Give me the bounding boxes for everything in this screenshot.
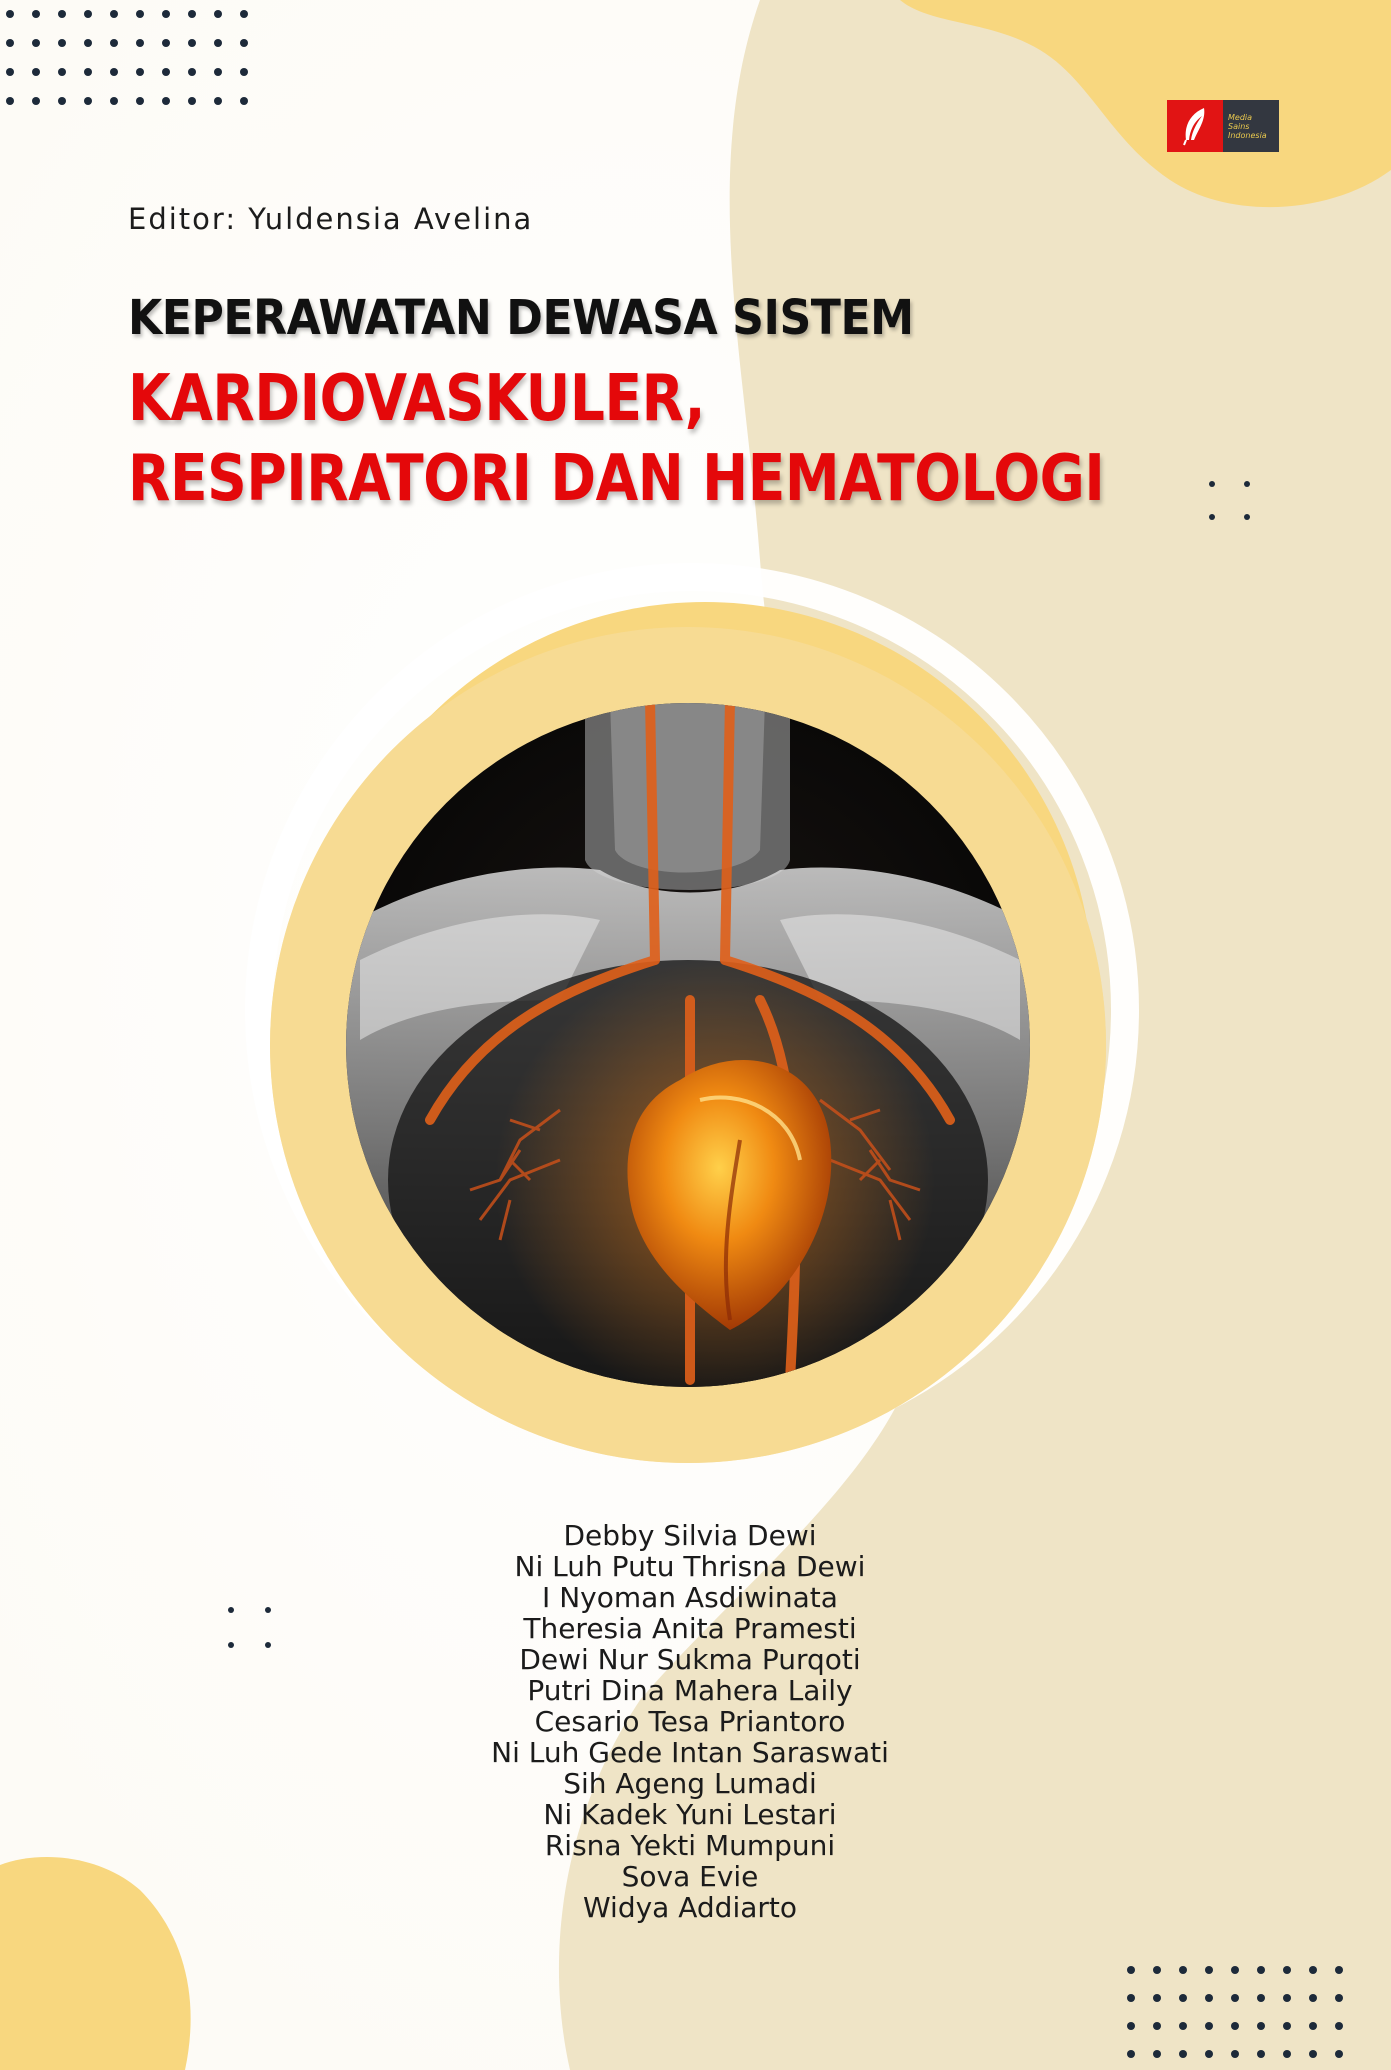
decorative-dot	[1179, 2022, 1187, 2030]
decorative-dot	[110, 10, 118, 18]
decorative-dot	[110, 68, 118, 76]
decorative-dot	[162, 68, 170, 76]
book-title-line-3: RESPIRATORI DAN HEMATOLOGI	[128, 442, 1105, 516]
publisher-name: Media Sains Indonesia	[1228, 112, 1267, 140]
decorative-dot	[32, 39, 40, 47]
decorative-dot	[6, 97, 14, 105]
decorative-dot	[136, 97, 144, 105]
author-name: Theresia Anita Pramesti	[523, 1612, 857, 1645]
decorative-dot	[1283, 2022, 1291, 2030]
decorative-dot	[136, 10, 144, 18]
decorative-dot	[6, 68, 14, 76]
decorative-dot	[1179, 1994, 1187, 2002]
decorative-dot	[1335, 2022, 1343, 2030]
decorative-dot	[136, 39, 144, 47]
decorative-dot	[32, 97, 40, 105]
decorative-dot	[6, 10, 14, 18]
author-list	[420, 1520, 960, 1923]
author-name: Debby Silvia Dewi	[563, 1519, 817, 1552]
author-name: Sih Ageng Lumadi	[563, 1767, 817, 1800]
decorative-dot	[1179, 2050, 1187, 2058]
decorative-dot	[58, 39, 66, 47]
decorative-dot	[1309, 2050, 1317, 2058]
decorative-dot	[1205, 2050, 1213, 2058]
decorative-dot	[1205, 2022, 1213, 2030]
decorative-dot	[1127, 1994, 1135, 2002]
author-name: I Nyoman Asdiwinata	[542, 1581, 838, 1614]
decorative-dot	[162, 10, 170, 18]
decorative-dot	[1179, 1966, 1187, 1974]
decorative-dot	[1205, 1994, 1213, 2002]
decorative-dot	[240, 39, 248, 47]
decorative-dot	[110, 39, 118, 47]
decorative-dot	[1231, 1994, 1239, 2002]
decorative-dot	[32, 10, 40, 18]
decorative-dot	[1127, 2022, 1135, 2030]
decorative-dot	[1335, 1994, 1343, 2002]
decorative-dot	[240, 97, 248, 105]
decorative-dot	[84, 10, 92, 18]
decorative-dot	[1309, 2022, 1317, 2030]
decorative-dot	[1153, 2050, 1161, 2058]
decorative-dot	[1309, 1994, 1317, 2002]
author-name: Sova Evie	[621, 1860, 759, 1893]
decorative-dot	[188, 97, 196, 105]
decorative-dot	[1335, 1966, 1343, 1974]
decorative-dot	[84, 39, 92, 47]
decorative-dot	[1257, 1994, 1265, 2002]
decorative-dot	[6, 39, 14, 47]
decorative-dot	[58, 97, 66, 105]
decorative-dot	[84, 97, 92, 105]
feather-pen-icon	[1167, 100, 1223, 152]
decorative-dot	[1231, 1966, 1239, 1974]
author-name: Ni Kadek Yuni Lestari	[543, 1798, 837, 1831]
author-name: Ni Luh Gede Intan Saraswati	[491, 1736, 889, 1769]
author-name: Risna Yekti Mumpuni	[544, 1829, 836, 1862]
decorative-dot	[1127, 1966, 1135, 1974]
decorative-dot	[162, 39, 170, 47]
publisher-logo	[1167, 100, 1279, 152]
decorative-dot	[1153, 2022, 1161, 2030]
author-name: Ni Luh Putu Thrisna Dewi	[514, 1550, 866, 1583]
book-title-line-2: KARDIOVASKULER,	[128, 362, 706, 436]
decorative-dot	[1335, 2050, 1343, 2058]
book-title-line-1: KEPERAWATAN DEWASA SISTEM	[128, 290, 914, 346]
author-name: Widya Addiarto	[582, 1891, 798, 1924]
decorative-dot	[1257, 2022, 1265, 2030]
decorative-dot	[214, 68, 222, 76]
decorative-dot	[1257, 1966, 1265, 1974]
decorative-dot	[214, 97, 222, 105]
decorative-dot	[240, 10, 248, 18]
decorative-dot	[1283, 1994, 1291, 2002]
decorative-dot	[240, 68, 248, 76]
author-name: Dewi Nur Sukma Purqoti	[519, 1643, 861, 1676]
decorative-dot	[1309, 1966, 1317, 1974]
decorative-dot	[110, 97, 118, 105]
decorative-dot	[1283, 1966, 1291, 1974]
decorative-dot	[84, 68, 92, 76]
decorative-dot	[1257, 2050, 1265, 2058]
decorative-dot	[1231, 2022, 1239, 2030]
decorative-dot	[188, 10, 196, 18]
decorative-dot	[1153, 1966, 1161, 1974]
decorative-dot	[188, 39, 196, 47]
decorative-dot	[58, 68, 66, 76]
decorative-dot	[214, 10, 222, 18]
decorative-dot	[1153, 1994, 1161, 2002]
decorative-dot	[162, 97, 170, 105]
decorative-dot	[214, 39, 222, 47]
author-name: Cesario Tesa Priantoro	[534, 1705, 846, 1738]
editor-credit: Editor: Yuldensia Avelina	[128, 202, 534, 236]
author-name: Putri Dina Mahera Laily	[527, 1674, 853, 1707]
decorative-dot	[1283, 2050, 1291, 2058]
decorative-dot	[32, 68, 40, 76]
decorative-dot	[1231, 2050, 1239, 2058]
decorative-dot	[1205, 1966, 1213, 1974]
decorative-dot	[1127, 2050, 1135, 2058]
decorative-dot	[136, 68, 144, 76]
decorative-dot	[188, 68, 196, 76]
decorative-dot	[58, 10, 66, 18]
